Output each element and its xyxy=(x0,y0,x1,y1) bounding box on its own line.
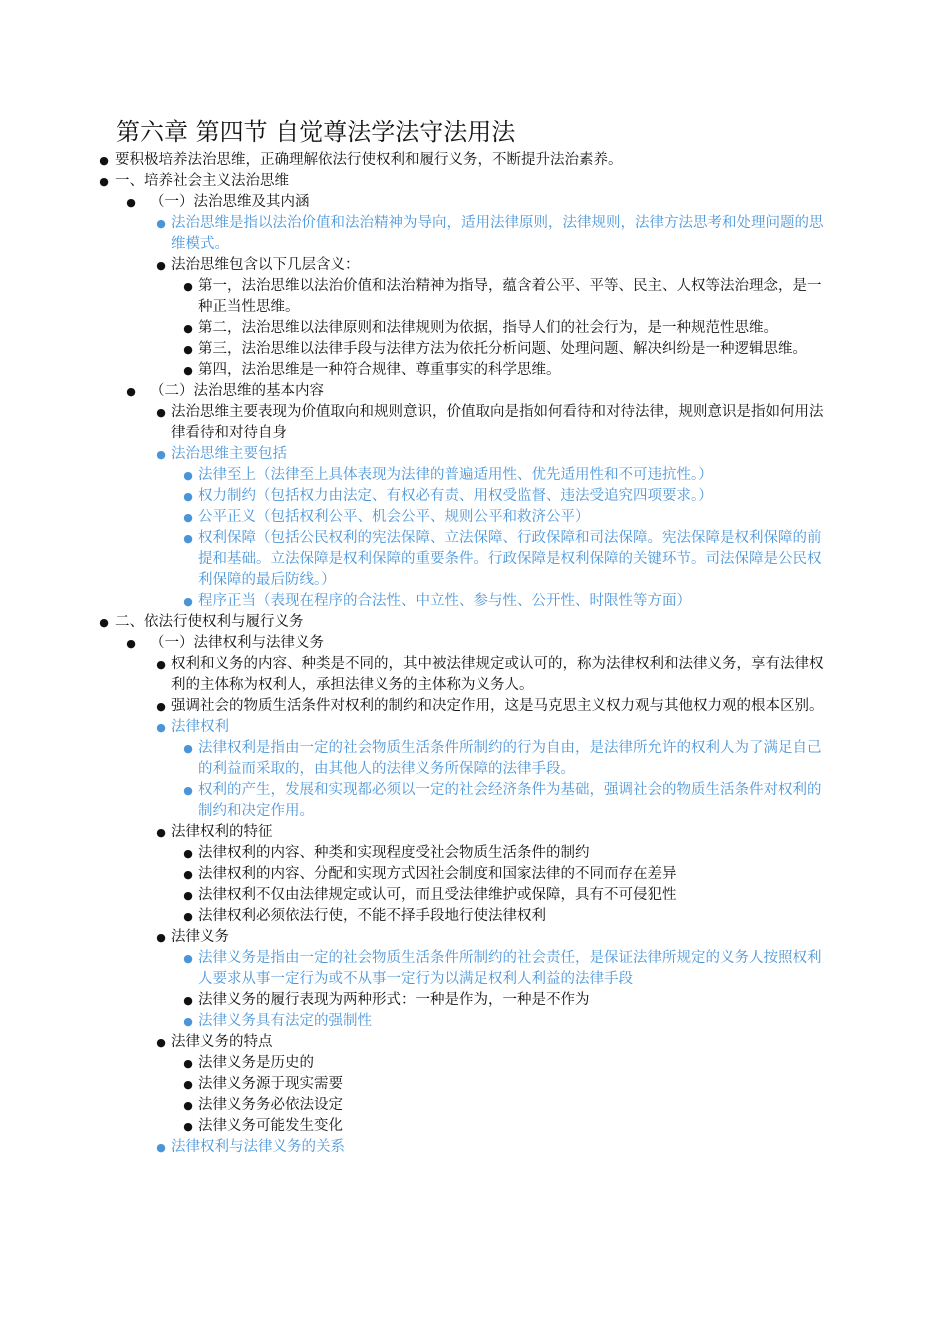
bullet-icon: ● xyxy=(183,889,193,902)
outline-item-text: （二）法治思维的基本内容 xyxy=(150,383,324,399)
outline-item xyxy=(156,654,827,696)
bullet-icon: ● xyxy=(183,994,193,1007)
outline-item-text: 要积极培养法治思维，正确理解依法行使权利和履行义务，不断提升法治素养。 xyxy=(115,152,623,168)
bullet-icon: ● xyxy=(156,448,166,461)
outline-item xyxy=(183,780,826,822)
outline-item xyxy=(126,381,830,402)
outline-item xyxy=(183,1095,826,1116)
outline-item-text: 权利保障（包括公民权利的宪法保障、立法保障、行政保障和司法保障。宪法保障是权利保障的前提和基础。立法保障是权利保障的重要条件。行政保障是权利保障的关键环节。司法保障是公民权利保障的最后防线。） xyxy=(198,530,822,588)
outline-item xyxy=(183,906,826,927)
bullet-icon: ● xyxy=(183,469,193,482)
outline-item xyxy=(183,276,826,318)
outline-item-text: 权利的产生，发展和实现都必须以一定的社会经济条件为基础，强调社会的物质生活条件对权利的制约和决定作用。 xyxy=(198,782,822,819)
outline-item-text: 法律义务是指由一定的社会物质生活条件所制约的社会责任，是保证法律所规定的义务人按照权利人要求从事一定行为或不从事一定行为以满足权利人利益的法律手段 xyxy=(198,950,822,987)
outline-item-text: 法律权利与法律义务的关系 xyxy=(171,1139,345,1155)
bullet-icon: ● xyxy=(126,385,136,398)
bullet-icon: ● xyxy=(126,637,136,650)
bullet-icon: ● xyxy=(183,784,193,797)
outline-item xyxy=(156,255,827,276)
bullet-icon: ● xyxy=(156,658,166,671)
outline-item xyxy=(156,822,827,843)
outline-item xyxy=(183,864,826,885)
outline-item-text: 第二，法治思维以法律原则和法律规则为依据，指导人们的社会行为，是一种规范性思维。 xyxy=(198,320,778,336)
outline-item xyxy=(126,633,830,654)
outline-item xyxy=(183,1074,826,1095)
outline-item-text: 法律权利是指由一定的社会物质生活条件所制约的行为自由，是法律所允许的权利人为了满足自己的利益而采取的，由其他人的法律义务所保障的法律手段。 xyxy=(198,740,822,777)
bullet-icon: ● xyxy=(99,616,109,629)
outline-item xyxy=(156,927,827,948)
bullet-icon: ● xyxy=(156,1036,166,1049)
outline-item xyxy=(156,402,827,444)
outline-item xyxy=(183,990,826,1011)
outline-item-text: 法律权利必须依法行使，不能不择手段地行使法律权利 xyxy=(198,908,546,924)
outline-item xyxy=(99,150,830,171)
outline-item-text: 强调社会的物质生活条件对权利的制约和决定作用，这是马克思主义权力观与其他权力观的根本区别。 xyxy=(171,698,824,714)
outline-item xyxy=(183,1011,826,1032)
outline-item xyxy=(183,738,826,780)
outline-item-text: 法律义务务必依法设定 xyxy=(198,1097,343,1113)
bullet-icon: ● xyxy=(183,364,193,377)
outline-item xyxy=(156,696,827,717)
outline-item-text: 法律义务 xyxy=(171,929,229,945)
outline-item-text: 权力制约（包括权力由法定、有权必有责、用权受监督、违法受追究四项要求。） xyxy=(198,488,713,504)
bullet-icon: ● xyxy=(183,343,193,356)
outline-item-text: 一、培养社会主义法治思维 xyxy=(115,173,289,189)
outline-item-text: 法律权利的内容、种类和实现程度受社会物质生活条件的制约 xyxy=(198,845,590,861)
bullet-icon: ● xyxy=(183,910,193,923)
bullet-icon: ● xyxy=(183,1057,193,1070)
outline-item xyxy=(183,1053,826,1074)
outline-list xyxy=(0,150,950,1158)
outline-item xyxy=(99,612,830,633)
outline-item-text: 法律义务的特点 xyxy=(171,1034,273,1050)
bullet-icon: ● xyxy=(183,532,193,545)
outline-item-text: 程序正当（表现在程序的合法性、中立性、参与性、公开性、时限性等方面） xyxy=(198,593,691,609)
outline-item-text: 法律义务具有法定的强制性 xyxy=(198,1013,372,1029)
page-title: 第六章 第四节 自觉尊法学法守法用法 xyxy=(116,118,516,146)
outline-item xyxy=(156,717,827,738)
outline-item xyxy=(183,948,826,990)
bullet-icon: ● xyxy=(183,742,193,755)
bullet-icon: ● xyxy=(183,280,193,293)
bullet-icon: ● xyxy=(99,154,109,167)
outline-item-text: 第四，法治思维是一种符合规律、尊重事实的科学思维。 xyxy=(198,362,561,378)
bullet-icon: ● xyxy=(156,721,166,734)
bullet-icon: ● xyxy=(156,931,166,944)
bullet-icon: ● xyxy=(156,259,166,272)
outline-item xyxy=(183,339,826,360)
outline-item-text: （一）法治思维及其内涵 xyxy=(150,194,310,210)
outline-item-text: 二、依法行使权利与履行义务 xyxy=(115,614,304,630)
outline-item-text: 法治思维主要表现为价值取向和规则意识，价值取向是指如何看待和对待法律，规则意识是指如何用法律看待和对待自身 xyxy=(171,404,824,441)
bullet-icon: ● xyxy=(183,952,193,965)
bullet-icon: ● xyxy=(183,1015,193,1028)
outline-item xyxy=(183,486,826,507)
outline-item-text: 第一，法治思维以法治价值和法治精神为指导，蕴含着公平、平等、民主、人权等法治理念，是一种正当性思维。 xyxy=(198,278,822,315)
outline-item-text: 第三，法治思维以法律手段与法律方法为依托分析问题、处理问题、解决纠纷是一种逻辑思维。 xyxy=(198,341,807,357)
outline-item xyxy=(183,1116,826,1137)
outline-item-text: 法律权利的特征 xyxy=(171,824,273,840)
bullet-icon: ● xyxy=(156,826,166,839)
outline-item-text: 法治思维主要包括 xyxy=(171,446,287,462)
bullet-icon: ● xyxy=(183,490,193,503)
outline-item xyxy=(99,171,830,192)
outline-item-text: 法律义务源于现实需要 xyxy=(198,1076,343,1092)
outline-item xyxy=(183,885,826,906)
outline-item xyxy=(156,1137,827,1158)
outline-item xyxy=(156,444,827,465)
bullet-icon: ● xyxy=(126,196,136,209)
outline-item-text: 法治思维包含以下几层含义： xyxy=(171,257,360,273)
bullet-icon: ● xyxy=(156,700,166,713)
bullet-icon: ● xyxy=(183,511,193,524)
outline-item-text: 法律义务的履行表现为两种形式：一种是作为，一种是不作为 xyxy=(198,992,590,1008)
outline-item-text: 法治思维是指以法治价值和法治精神为导向，适用法律原则，法律规则，法律方法思考和处理问题的思维模式。 xyxy=(171,215,824,252)
bullet-icon: ● xyxy=(156,1141,166,1154)
outline-item-text: 法律至上（法律至上具体表现为法律的普遍适用性、优先适用性和不可违抗性。） xyxy=(198,467,713,483)
bullet-icon: ● xyxy=(183,868,193,881)
outline-item-text: 法律权利的内容、分配和实现方式因社会制度和国家法律的不同而存在差异 xyxy=(198,866,677,882)
outline-item-text: 公平正义（包括权利公平、机会公平、规则公平和救济公平） xyxy=(198,509,590,525)
bullet-icon: ● xyxy=(183,1078,193,1091)
bullet-icon: ● xyxy=(183,847,193,860)
bullet-icon: ● xyxy=(183,595,193,608)
outline-item-text: 法律义务可能发生变化 xyxy=(198,1118,343,1134)
outline-item-text: 法律权利 xyxy=(171,719,229,735)
outline-item xyxy=(183,318,826,339)
outline-item xyxy=(183,360,826,381)
outline-item-text: 法律权利不仅由法律规定或认可，而且受法律维护或保障，具有不可侵犯性 xyxy=(198,887,677,903)
outline-item-text: 权利和义务的内容、种类是不同的，其中被法律规定或认可的，称为法律权利和法律义务，享有法律权利的主体称为权利人，承担法律义务的主体称为义务人。 xyxy=(171,656,824,693)
outline-item xyxy=(126,192,830,213)
outline-item xyxy=(156,1032,827,1053)
outline-item xyxy=(183,507,826,528)
bullet-icon: ● xyxy=(156,406,166,419)
bullet-icon: ● xyxy=(183,322,193,335)
outline-item xyxy=(183,591,826,612)
outline-item xyxy=(183,528,826,591)
outline-item-text: 法律义务是历史的 xyxy=(198,1055,314,1071)
outline-item xyxy=(156,213,827,255)
bullet-icon: ● xyxy=(156,217,166,230)
bullet-icon: ● xyxy=(99,175,109,188)
bullet-icon: ● xyxy=(183,1120,193,1133)
outline-item-text: （一）法律权利与法律义务 xyxy=(150,635,324,651)
bullet-icon: ● xyxy=(183,1099,193,1112)
outline-item xyxy=(183,843,826,864)
outline-item xyxy=(183,465,826,486)
